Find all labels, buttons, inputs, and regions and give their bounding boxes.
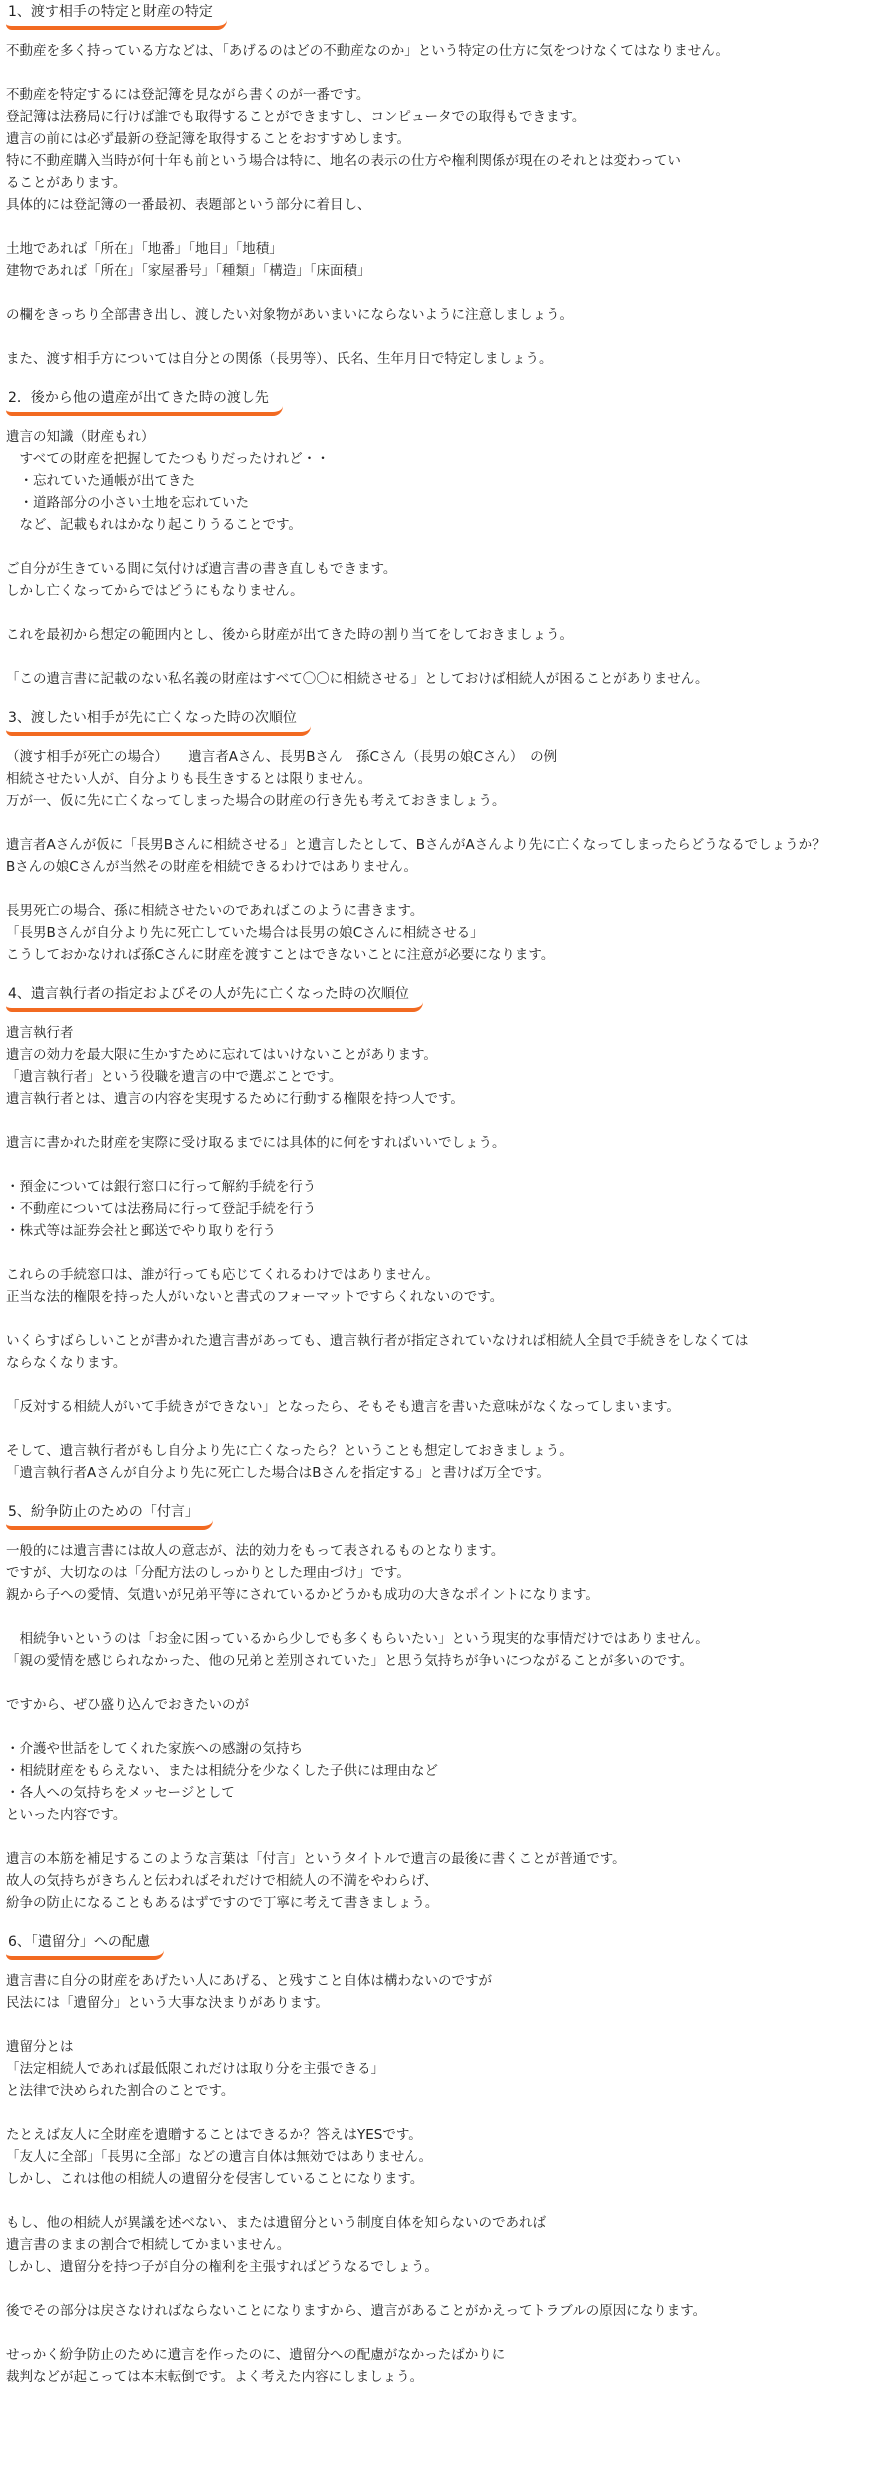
paragraph bbox=[6, 1176, 863, 1242]
text-line: もし、他の相続人が異議を述べない、または遺留分という制度自体を知らないのであれば bbox=[6, 2215, 546, 2231]
text-line: 遺留分とは bbox=[6, 2039, 74, 2055]
text-line: ・各人への気持ちをメッセージとして bbox=[6, 1785, 235, 1801]
text-line: 親から子への愛情、気遣いが兄弟平等にされているかどうかも成功の大きなポイントになります。 bbox=[6, 1587, 599, 1603]
paragraph-gap bbox=[6, 62, 863, 84]
paragraph bbox=[6, 426, 863, 536]
text-line: 不動産を多く持っている方などは、「あげるのはどの不動産なのか」という特定の仕方に気をつけなくてはなりません。 bbox=[6, 43, 730, 59]
paragraph bbox=[6, 834, 863, 878]
paragraph-gap bbox=[6, 602, 863, 624]
section-heading: 6、「遺留分」への配慮 bbox=[6, 1930, 164, 1960]
text-line: ご自分が生きている間に気付けば遺言書の書き直しもできます。 bbox=[6, 561, 397, 577]
paragraph bbox=[6, 348, 863, 370]
paragraph bbox=[6, 900, 863, 966]
paragraph bbox=[6, 558, 863, 602]
text-line: 不動産を特定するには登記簿を見ながら書くのが一番です。 bbox=[6, 87, 370, 103]
paragraph bbox=[6, 668, 863, 690]
text-line: 登記簿は法務局に行けば誰でも取得することができますし、コンピュータでの取得もできます。 bbox=[6, 109, 586, 125]
paragraph-gap bbox=[6, 2190, 863, 2212]
text-line: 「遺言執行者Aさんが自分より先に死亡した場合はBさんを指定する」と書けば万全です。 bbox=[6, 1465, 550, 1481]
paragraph bbox=[6, 1440, 863, 1484]
paragraph bbox=[6, 1396, 863, 1418]
paragraph-gap bbox=[6, 1606, 863, 1628]
section-3 bbox=[6, 706, 863, 966]
text-line: 相続させたい人が、自分よりも長生きするとは限りません。 bbox=[6, 771, 372, 787]
text-line: （渡す相手が死亡の場合） 遺言者Aさん、長男Bさん 孫Cさん（長男の娘Cさん） の例 bbox=[6, 749, 558, 765]
text-line: 故人の気持ちがきちんと伝わればそれだけで相続人の不満をやわらげ、 bbox=[6, 1873, 438, 1889]
text-line: いくらすばらしいことが書かれた遺言書があっても、遺言執行者が指定されていなければ相続人全員で手続きをしなくては bbox=[6, 1333, 749, 1349]
text-line: 遺言書に自分の財産をあげたい人にあげる、と残すこと自体は構わないのですが bbox=[6, 1973, 492, 1989]
text-line: 「親の愛情を感じられなかった、他の兄弟と差別されていた」と思う気持ちが争いにつながることが多いのです。 bbox=[6, 1653, 694, 1669]
section-heading: 3、渡したい相手が先に亡くなった時の次順位 bbox=[6, 706, 311, 736]
text-line: ですから、ぜひ盛り込んでおきたいのが bbox=[6, 1697, 249, 1713]
paragraph bbox=[6, 2212, 863, 2278]
paragraph bbox=[6, 2124, 863, 2190]
section-heading: 2．後から他の遺産が出てきた時の渡し先 bbox=[6, 386, 283, 416]
text-line: Bさんの娘Cさんが当然その財産を相続できるわけではありません。 bbox=[6, 859, 417, 875]
paragraph-gap bbox=[6, 536, 863, 558]
text-line: たとえば友人に全財産を遺贈することはできるか？答えはYESです。 bbox=[6, 2127, 422, 2143]
paragraph bbox=[6, 1540, 863, 1606]
paragraph bbox=[6, 2344, 863, 2388]
text-line: の欄をきっちり全部書き出し、渡したい対象物があいまいにならないように注意しましょう。 bbox=[6, 307, 573, 323]
section-5 bbox=[6, 1500, 863, 1914]
text-line: ですが、大切なのは「分配方法のしっかりとした理由づけ」です。 bbox=[6, 1565, 410, 1581]
paragraph-gap bbox=[6, 1716, 863, 1738]
text-line: など、記載もれはかなり起こりうることです。 bbox=[6, 517, 302, 533]
paragraph-gap bbox=[6, 1242, 863, 1264]
paragraph bbox=[6, 1264, 863, 1308]
paragraph bbox=[6, 1970, 863, 2014]
paragraph-gap bbox=[6, 282, 863, 304]
paragraph-gap bbox=[6, 1418, 863, 1440]
text-line: 特に不動産購入当時が何十年も前という場合は特に、地名の表示の仕方や権利関係が現在のそれとは変わってい bbox=[6, 153, 681, 169]
text-line: 「友人に全部」「長男に全部」などの遺言自体は無効ではありません。 bbox=[6, 2149, 433, 2165]
text-line: 遺言の効力を最大限に生かすために忘れてはいけないことがあります。 bbox=[6, 1047, 437, 1063]
text-line: 「法定相続人であれば最低限これだけは取り分を主張できる」 bbox=[6, 2061, 384, 2077]
text-line: 遺言の知識（財産もれ） bbox=[6, 429, 155, 445]
paragraph bbox=[6, 2036, 863, 2102]
text-line: 遺言執行者 bbox=[6, 1025, 74, 1041]
paragraph-gap bbox=[6, 1308, 863, 1330]
text-line: しかし、遺留分を持つ子が自分の権利を主張すればどうなるでしょう。 bbox=[6, 2259, 438, 2275]
text-line: しかし亡くなってからではどうにもなりません。 bbox=[6, 583, 304, 599]
paragraph bbox=[6, 1330, 863, 1374]
paragraph-gap bbox=[6, 1154, 863, 1176]
paragraph bbox=[6, 1022, 863, 1110]
paragraph-gap bbox=[6, 2014, 863, 2036]
section-6 bbox=[6, 1930, 863, 2388]
text-line: 遺言書のままの割合で相続してかまいません。 bbox=[6, 2237, 291, 2253]
text-line: ならなくなります。 bbox=[6, 1355, 127, 1371]
paragraph bbox=[6, 1694, 863, 1716]
text-line: ・株式等は証券会社と郵送でやり取りを行う bbox=[6, 1223, 276, 1239]
paragraph-gap bbox=[6, 646, 863, 668]
text-line: ・忘れていた通帳が出てきた bbox=[6, 473, 195, 489]
text-line: 一般的には遺言書には故人の意志が、法的効力をもって表されるものとなります。 bbox=[6, 1543, 505, 1559]
text-line: 「遺言執行者」という役職を遺言の中で選ぶことです。 bbox=[6, 1069, 343, 1085]
text-line: 遺言の本筋を補足するこのような言葉は「付言」というタイトルで遺言の最後に書くことが普通です。 bbox=[6, 1851, 626, 1867]
text-line: と法律で決められた割合のことです。 bbox=[6, 2083, 235, 2099]
text-line: ・相続財産をもらえない、または相続分を少なくした子供には理由など bbox=[6, 1763, 438, 1779]
text-line: 土地であれば「所在」「地番」「地目」「地積」 bbox=[6, 241, 283, 257]
text-line: すべての財産を把握してたつもりだったけれど・・ bbox=[6, 451, 330, 467]
paragraph bbox=[6, 1132, 863, 1154]
text-line: これを最初から想定の範囲内とし、後から財産が出てきた時の割り当てをしておきましょう。 bbox=[6, 627, 573, 643]
text-line: 後でその部分は戻さなければならないことになりますから、遺言があることがかえってトラブルの原因になります。 bbox=[6, 2303, 707, 2319]
paragraph-gap bbox=[6, 2278, 863, 2300]
text-line: 遺言に書かれた財産を実際に受け取るまでには具体的に何をすればいいでしょう。 bbox=[6, 1135, 506, 1151]
text-line: といった内容です。 bbox=[6, 1807, 127, 1823]
text-line: 遺言の前には必ず最新の登記簿を取得することをおすすめします。 bbox=[6, 131, 411, 147]
paragraph bbox=[6, 304, 863, 326]
text-line: 「この遺言書に記載のない私名義の財産はすべて〇〇に相続させる」としておけば相続人が困ることがありません。 bbox=[6, 671, 709, 687]
paragraph-gap bbox=[6, 1110, 863, 1132]
text-line: 建物であれば「所在」「家屋番号」「種類」「構造」「床面積」 bbox=[6, 263, 371, 279]
paragraph-gap bbox=[6, 1672, 863, 1694]
paragraph-gap bbox=[6, 812, 863, 834]
paragraph bbox=[6, 1738, 863, 1826]
text-line: こうしておかなければ孫Cさんに財産を渡すことはできないことに注意が必要になります。 bbox=[6, 947, 555, 963]
section-heading: 1、渡す相手の特定と財産の特定 bbox=[6, 0, 227, 30]
text-line: 具体的には登記簿の一番最初、表題部という部分に着目し、 bbox=[6, 197, 371, 213]
text-line: せっかく紛争防止のために遺言を作ったのに、遺留分への配慮がなかったばかりに bbox=[6, 2347, 506, 2363]
paragraph-gap bbox=[6, 216, 863, 238]
text-line: ・預金については銀行窓口に行って解約手続を行う bbox=[6, 1179, 317, 1195]
text-line: しかし、これは他の相続人の遺留分を侵害していることになります。 bbox=[6, 2171, 424, 2187]
paragraph bbox=[6, 746, 863, 812]
text-line: 正当な法的権限を持った人がいないと書式のフォーマットですらくれないのです。 bbox=[6, 1289, 504, 1305]
text-line: ・道路部分の小さい土地を忘れていた bbox=[6, 495, 249, 511]
paragraph bbox=[6, 624, 863, 646]
text-line: 長男死亡の場合、孫に相続させたいのであればこのように書きます。 bbox=[6, 903, 424, 919]
text-line: ることがあります。 bbox=[6, 175, 127, 191]
text-line: 遺言執行者とは、遺言の内容を実現するために行動する権限を持つ人です。 bbox=[6, 1091, 464, 1107]
text-line: また、渡す相手方については自分との関係（長男等）、氏名、生年月日で特定しましょう。 bbox=[6, 351, 553, 367]
paragraph bbox=[6, 1628, 863, 1672]
paragraph-gap bbox=[6, 2322, 863, 2344]
paragraph bbox=[6, 40, 863, 62]
paragraph bbox=[6, 1848, 863, 1914]
text-line: そして、遺言執行者がもし自分より先に亡くなったら？ということも想定しておきましょう。 bbox=[6, 1443, 573, 1459]
text-line: 遺言者Aさんが仮に「長男Bさんに相続させる」と遺言したとして、BさんがAさんより先に亡くなってしまったらどうなるでしょうか？ bbox=[6, 837, 826, 853]
text-line: ・不動産については法務局に行って登記手続を行う bbox=[6, 1201, 317, 1217]
paragraph-gap bbox=[6, 326, 863, 348]
text-line: 万が一、仮に先に亡くなってしまった場合の財産の行き先も考えておきましょう。 bbox=[6, 793, 506, 809]
paragraph-gap bbox=[6, 1826, 863, 1848]
section-2 bbox=[6, 386, 863, 690]
paragraph-gap bbox=[6, 2102, 863, 2124]
text-line: 相続争いというのは「お金に困っているから少しでも多くもらいたい」という現実的な事情だけではありません。 bbox=[6, 1631, 709, 1647]
paragraph bbox=[6, 2300, 863, 2322]
paragraph-gap bbox=[6, 1374, 863, 1396]
section-1 bbox=[6, 0, 863, 370]
paragraph-gap bbox=[6, 878, 863, 900]
text-line: 「長男Bさんが自分より先に死亡していた場合は長男の娘Cさんに相続させる」 bbox=[6, 925, 484, 941]
section-heading: 4、遺言執行者の指定およびその人が先に亡くなった時の次順位 bbox=[6, 982, 423, 1012]
text-line: 「反対する相続人がいて手続きができない」となったら、そもそも遺言を書いた意味がなくなってしまいます。 bbox=[6, 1399, 680, 1415]
text-line: 民法には「遺留分」という大事な決まりがあります。 bbox=[6, 1995, 329, 2011]
section-4 bbox=[6, 982, 863, 1484]
section-heading: 5、紛争防止のための「付言」 bbox=[6, 1500, 213, 1530]
paragraph bbox=[6, 84, 863, 216]
text-line: ・介護や世話をしてくれた家族への感謝の気持ち bbox=[6, 1741, 303, 1757]
text-line: 紛争の防止になることもあるはずですので丁寧に考えて書きましょう。 bbox=[6, 1895, 439, 1911]
paragraph bbox=[6, 238, 863, 282]
text-line: 裁判などが起こっては本末転倒です。よく考えた内容にしましょう。 bbox=[6, 2369, 424, 2385]
text-line: これらの手続窓口は、誰が行っても応じてくれるわけではありません。 bbox=[6, 1267, 439, 1283]
